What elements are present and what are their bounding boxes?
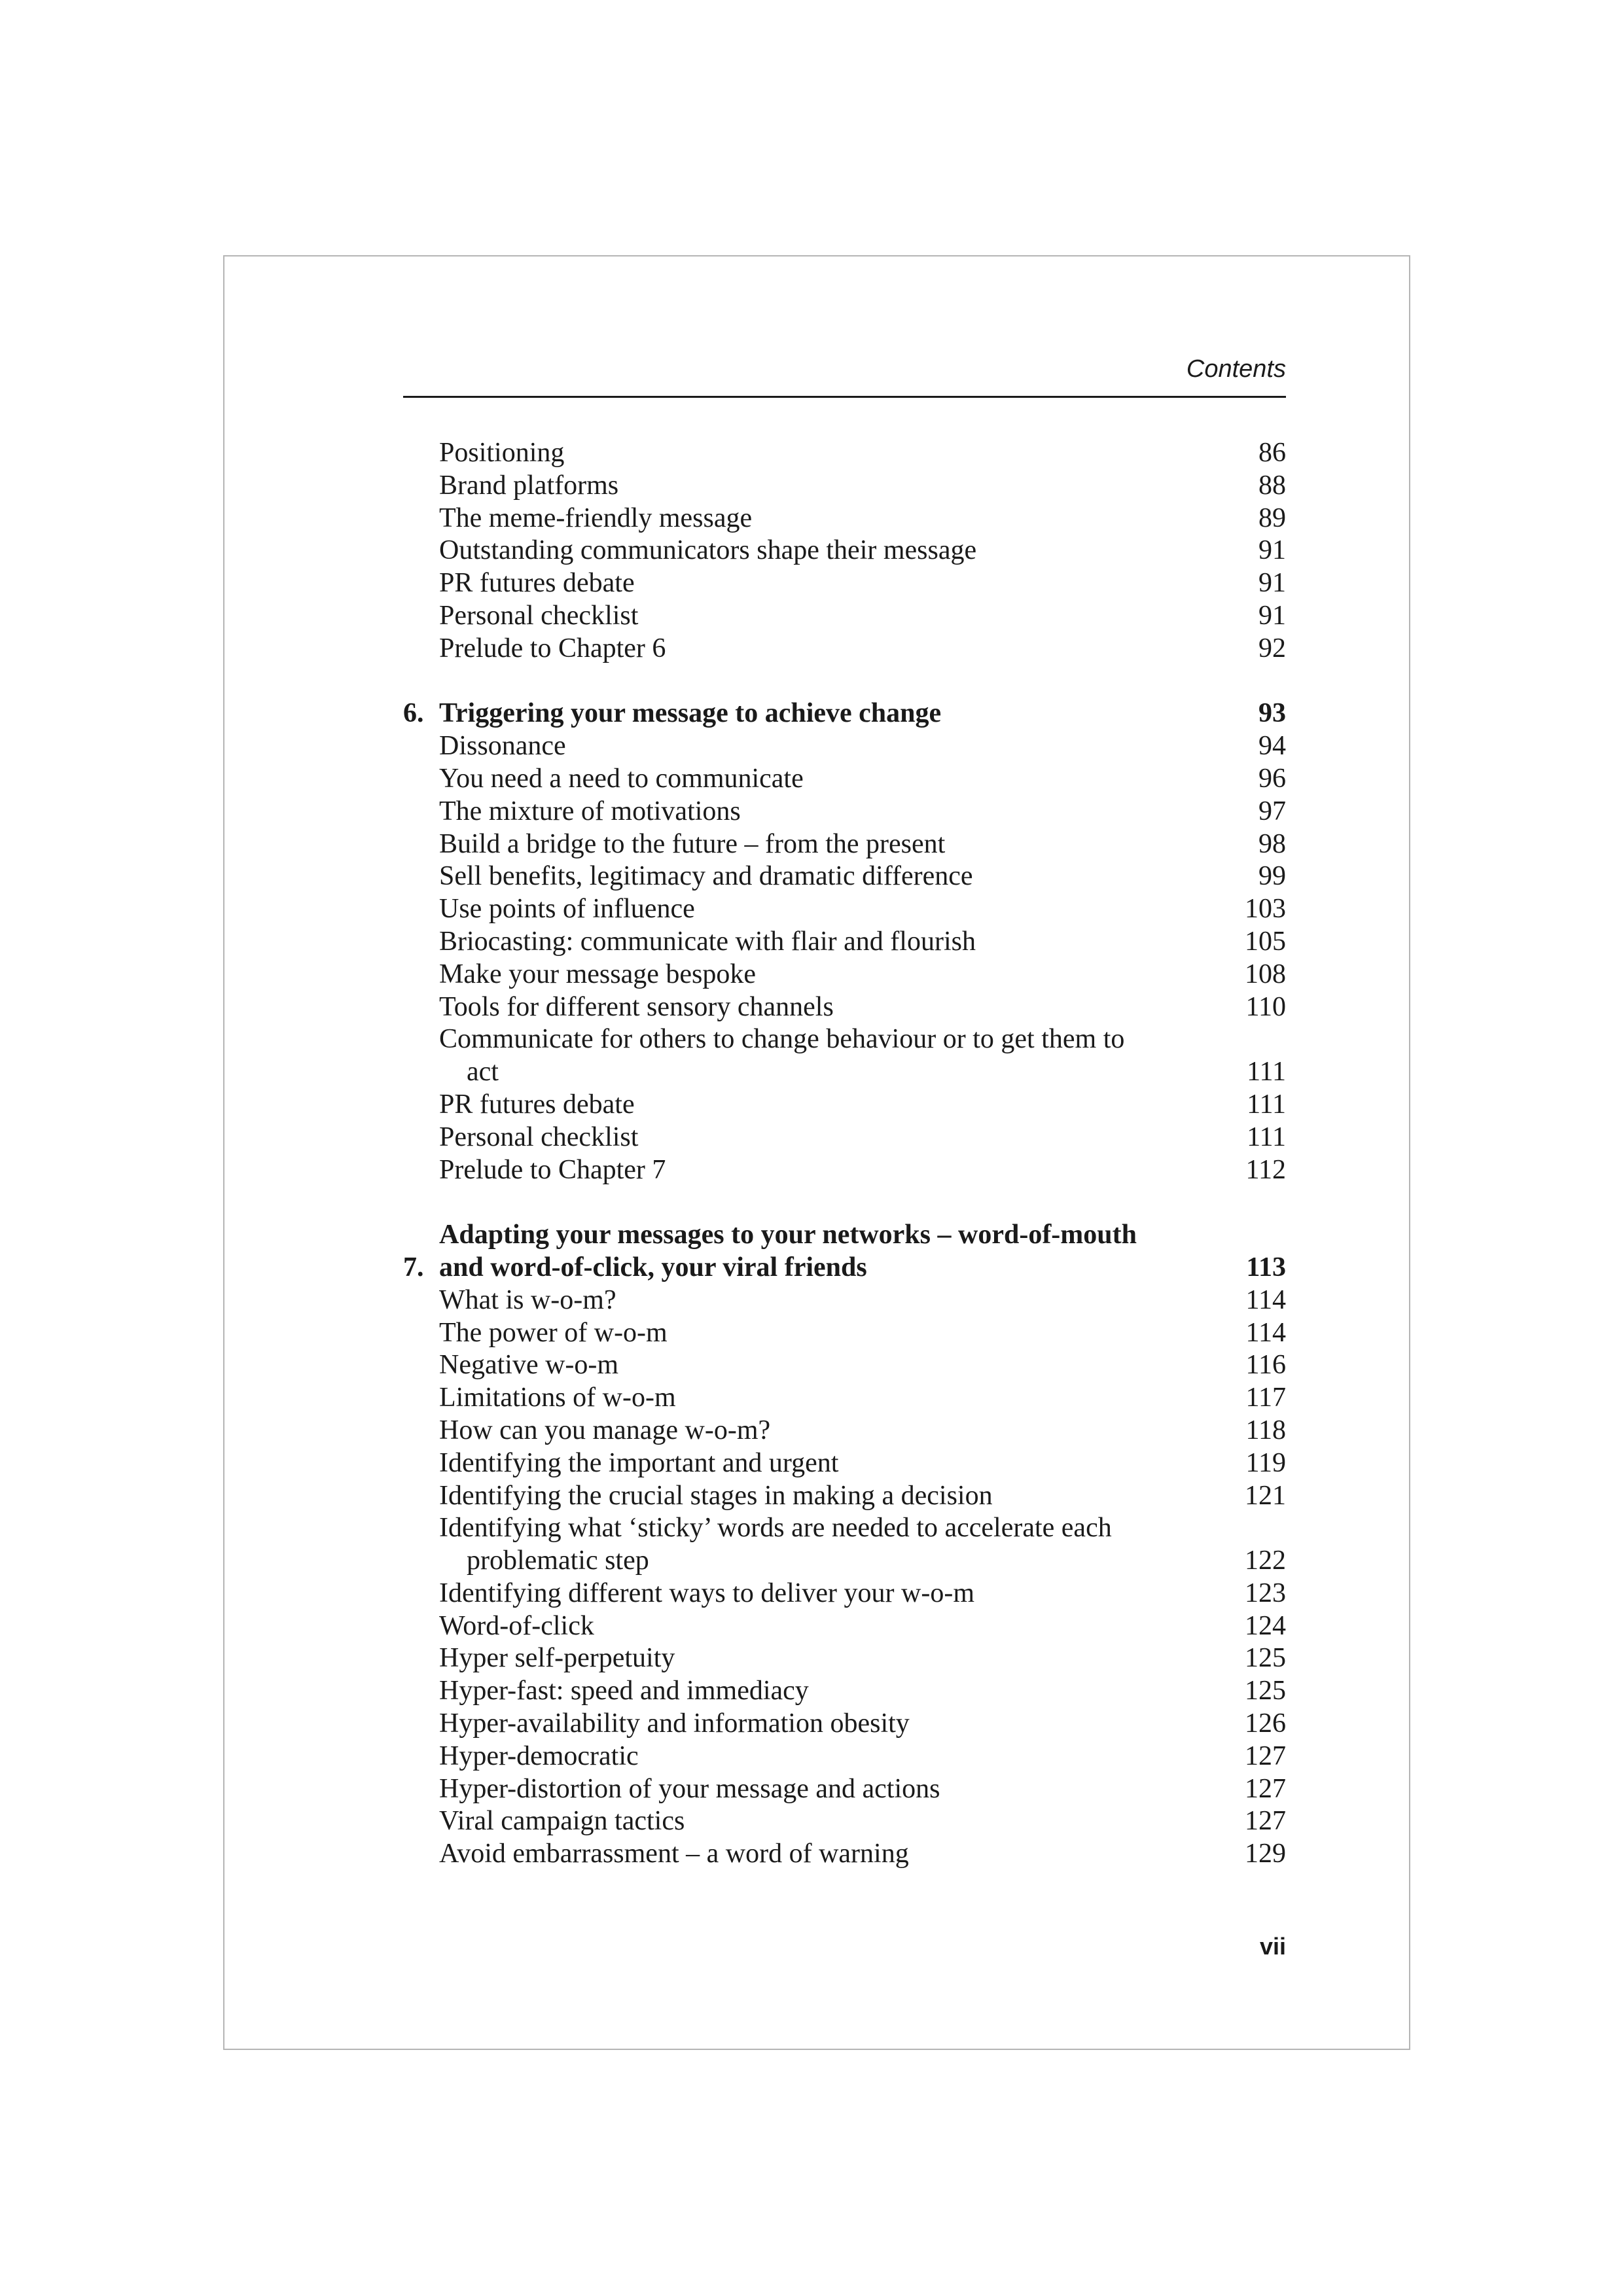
toc-entry[interactable]	[403, 1349, 1286, 1382]
chapter-number: 6.	[403, 698, 424, 729]
entry-title	[439, 730, 1207, 763]
toc-entry[interactable]	[403, 828, 1286, 861]
title-line: and word-of-click, your viral friends	[439, 1252, 867, 1282]
toc-entry[interactable]	[403, 1805, 1286, 1838]
page-ref: 123	[1245, 1578, 1286, 1608]
toc-entry[interactable]	[403, 991, 1286, 1024]
title-line: The mixture of motivations	[439, 796, 741, 826]
title-line: PR futures debate	[439, 1089, 635, 1120]
toc-entry[interactable]	[403, 1610, 1286, 1643]
toc-entry[interactable]	[403, 633, 1286, 665]
toc-entry[interactable]	[403, 893, 1286, 926]
toc-entry[interactable]	[403, 567, 1286, 600]
page-ref: 125	[1245, 1643, 1286, 1674]
page-ref: 125	[1245, 1676, 1286, 1706]
title-line: The power of w-o-m	[439, 1317, 668, 1348]
entry-title	[439, 1447, 1207, 1480]
entry-title	[439, 1578, 1207, 1610]
entry-title	[439, 1642, 1207, 1675]
title-line: Limitations of w-o-m	[439, 1383, 676, 1413]
title-line: Avoid embarrassment – a word of warning	[439, 1839, 909, 1869]
title-line: How can you manage w-o-m?	[439, 1415, 771, 1445]
title-line: Adapting your messages to your networks – word-of-mouth	[439, 1220, 1137, 1250]
page-ref: 103	[1245, 894, 1286, 925]
entry-title	[439, 1480, 1207, 1513]
entry-title	[439, 1122, 1207, 1154]
page-ref: 127	[1245, 1806, 1286, 1837]
page-ref: 93	[1258, 698, 1286, 729]
page-ref: 94	[1258, 731, 1286, 762]
title-line: Dissonance	[439, 731, 566, 762]
entry-title	[439, 828, 1207, 861]
title-line: Sell benefits, legitimacy and dramatic difference	[439, 861, 973, 892]
page-ref: 114	[1245, 1317, 1286, 1348]
page-ref: 112	[1245, 1154, 1286, 1185]
entry-title	[439, 567, 1207, 600]
toc-entry[interactable]	[403, 1708, 1286, 1740]
toc-entry[interactable]	[403, 503, 1286, 535]
title-line: Communicate for others to change behaviour or to get them to	[439, 1024, 1125, 1055]
title-line: Identifying the important and urgent	[439, 1447, 839, 1478]
page-ref: 91	[1258, 568, 1286, 599]
page-ref: 122	[1245, 1545, 1286, 1576]
page-ref: 105	[1245, 926, 1286, 957]
toc-entry[interactable]	[403, 730, 1286, 763]
page-ref: 119	[1245, 1447, 1286, 1478]
page-ref: 127	[1245, 1773, 1286, 1804]
entry-title	[439, 991, 1207, 1024]
chapter-heading[interactable]	[403, 1219, 1286, 1284]
title-line: Personal checklist	[439, 600, 639, 631]
title-line: Hyper-availability and information obesity	[439, 1708, 910, 1739]
title-line: Build a bridge to the future – from the present	[439, 828, 946, 859]
toc-entry[interactable]	[403, 1480, 1286, 1513]
title-line: PR futures debate	[439, 568, 635, 599]
title-line: Outstanding communicators shape their message	[439, 535, 977, 566]
entry-title	[439, 633, 1207, 665]
title-line: Hyper-fast: speed and immediacy	[439, 1676, 809, 1706]
toc-entry[interactable]	[403, 437, 1286, 470]
entry-title	[439, 860, 1207, 893]
title-line: Prelude to Chapter 7	[439, 1154, 666, 1185]
page-ref: 89	[1258, 503, 1286, 533]
toc-entry[interactable]	[403, 470, 1286, 503]
table-of-contents	[403, 437, 1286, 1871]
toc-entry[interactable]	[403, 1382, 1286, 1415]
page-ref: 111	[1247, 1122, 1286, 1152]
page-ref: 113	[1246, 1252, 1286, 1282]
toc-entry[interactable]	[403, 1284, 1286, 1317]
entry-title	[439, 1610, 1207, 1643]
toc-entry[interactable]	[403, 926, 1286, 959]
title-line: Hyper-distortion of your message and actions	[439, 1773, 940, 1804]
title-line: Hyper-democratic	[439, 1740, 639, 1771]
page-ref: 96	[1258, 763, 1286, 794]
title-line: Use points of influence	[439, 894, 695, 925]
entry-title	[439, 1349, 1207, 1382]
toc-entry[interactable]	[403, 1089, 1286, 1122]
page-ref: 111	[1247, 1057, 1286, 1087]
page-ref: 92	[1258, 633, 1286, 663]
toc-entry[interactable]	[403, 1317, 1286, 1350]
entry-title	[439, 437, 1207, 470]
title-line: Prelude to Chapter 6	[439, 633, 666, 663]
page-ref: 99	[1258, 861, 1286, 892]
title-line: Identifying the crucial stages in making a decision	[439, 1480, 993, 1511]
chapter-title	[439, 698, 1207, 730]
toc-entry[interactable]	[403, 1838, 1286, 1871]
section-gap	[403, 665, 1286, 698]
entry-title	[439, 1382, 1207, 1415]
entry-title	[439, 1740, 1207, 1773]
page-ref: 108	[1245, 959, 1286, 989]
chapter-number: 7.	[403, 1252, 424, 1282]
header-rule	[403, 396, 1286, 398]
title-line: act	[467, 1057, 499, 1087]
title-line: Briocasting: communicate with flair and flourish	[439, 926, 976, 957]
entry-title	[439, 503, 1207, 535]
page-number: vii	[1259, 1933, 1286, 1960]
page-ref: 97	[1258, 796, 1286, 826]
title-line: Make your message bespoke	[439, 959, 757, 989]
page-ref: 117	[1245, 1383, 1286, 1413]
toc-entry[interactable]	[403, 1447, 1286, 1480]
chapter-title	[439, 1219, 1207, 1284]
entry-title	[439, 1154, 1207, 1187]
toc-entry[interactable]	[403, 1154, 1286, 1187]
entry-title	[439, 535, 1207, 567]
entry-title	[439, 1284, 1207, 1317]
toc-entry[interactable]	[403, 860, 1286, 893]
page-ref: 118	[1245, 1415, 1286, 1445]
entry-title	[439, 959, 1207, 991]
toc-entry[interactable]	[403, 1642, 1286, 1675]
page-ref: 86	[1258, 438, 1286, 468]
entry-title	[439, 1708, 1207, 1740]
toc-entry[interactable]	[403, 796, 1286, 828]
title-line: Negative w-o-m	[439, 1350, 619, 1381]
toc-entry[interactable]	[403, 1512, 1286, 1578]
title-line: Tools for different sensory channels	[439, 991, 834, 1022]
title-line: Personal checklist	[439, 1122, 639, 1152]
entry-title	[439, 926, 1207, 959]
toc-entry[interactable]	[403, 1578, 1286, 1610]
entry-title	[439, 470, 1207, 503]
page-ref: 124	[1245, 1610, 1286, 1641]
page-ref: 116	[1245, 1350, 1286, 1381]
page-ref: 121	[1245, 1480, 1286, 1511]
running-head: Contents	[1186, 355, 1286, 383]
chapter-heading[interactable]	[403, 698, 1286, 730]
toc-entry[interactable]	[403, 1415, 1286, 1447]
title-line: Triggering your message to achieve change	[439, 698, 942, 729]
page-ref: 111	[1247, 1089, 1286, 1120]
toc-entry[interactable]	[403, 763, 1286, 796]
title-line: You need a need to communicate	[439, 763, 804, 794]
toc-entry[interactable]	[403, 1740, 1286, 1773]
title-line: Word-of-click	[439, 1610, 594, 1641]
entry-title	[439, 1415, 1207, 1447]
entry-title	[439, 1838, 1207, 1871]
page-ref: 126	[1245, 1708, 1286, 1739]
toc-entry[interactable]	[403, 535, 1286, 567]
entry-title	[439, 1675, 1207, 1708]
page-ref: 88	[1258, 470, 1286, 501]
toc-entry[interactable]	[403, 1675, 1286, 1708]
page-ref: 110	[1245, 991, 1286, 1022]
entry-title	[439, 1317, 1207, 1350]
entry-title	[439, 1773, 1207, 1806]
entry-title	[439, 1089, 1207, 1122]
title-line: Positioning	[439, 438, 565, 468]
page-ref: 98	[1258, 828, 1286, 859]
title-line: What is w-o-m?	[439, 1284, 616, 1315]
title-line: Brand platforms	[439, 470, 619, 501]
entry-title	[439, 1805, 1207, 1838]
entry-title	[439, 763, 1207, 796]
title-line: Identifying different ways to deliver your w-o-m	[439, 1578, 974, 1608]
section-gap	[403, 1186, 1286, 1219]
toc-entry[interactable]	[403, 1122, 1286, 1154]
toc-entry[interactable]	[403, 1773, 1286, 1806]
toc-entry[interactable]	[403, 1023, 1286, 1089]
title-line: Identifying what ‘sticky’ words are needed to accelerate each	[439, 1513, 1112, 1544]
entry-title	[439, 1512, 1207, 1578]
entry-title	[439, 600, 1207, 633]
title-line: Hyper self-perpetuity	[439, 1643, 675, 1674]
title-line: Viral campaign tactics	[439, 1806, 685, 1837]
entry-title	[439, 1023, 1207, 1089]
entry-title	[439, 893, 1207, 926]
page-ref: 127	[1245, 1740, 1286, 1771]
page-ref: 91	[1258, 600, 1286, 631]
page-ref: 114	[1245, 1284, 1286, 1315]
page-ref: 129	[1245, 1839, 1286, 1869]
toc-entry[interactable]	[403, 600, 1286, 633]
toc-entry[interactable]	[403, 959, 1286, 991]
title-line: problematic step	[467, 1545, 649, 1576]
title-line: The meme-friendly message	[439, 503, 753, 533]
entry-title	[439, 796, 1207, 828]
page-ref: 91	[1258, 535, 1286, 566]
